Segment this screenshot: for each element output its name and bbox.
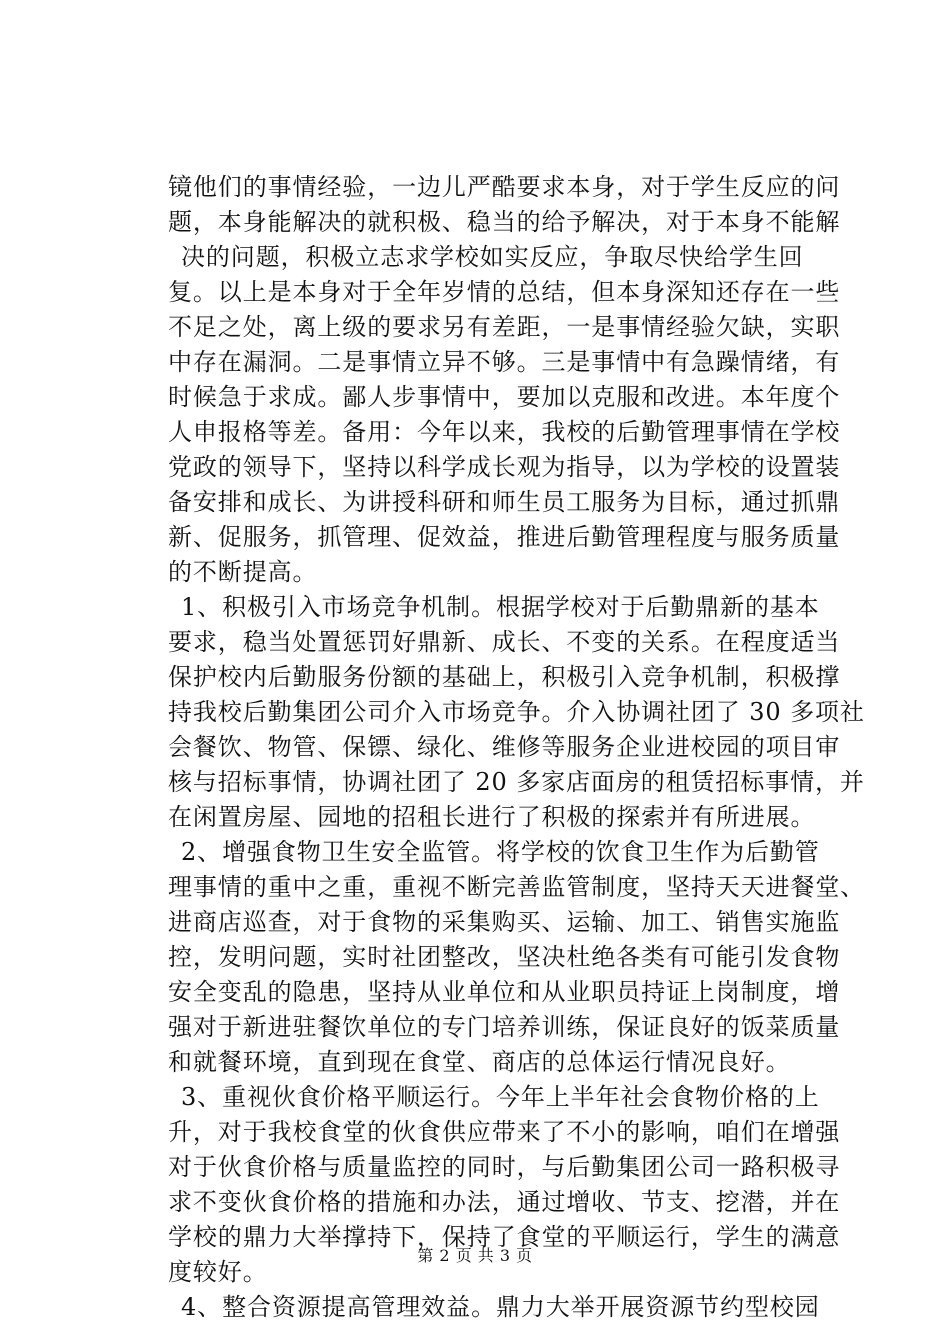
text-line: 持我校后勤集团公司介入市场竞争。介入协调社团了 30 多项社	[168, 698, 865, 726]
text-line: 升，对于我校食堂的伙食供应带来了不小的影响，咱们在增强	[168, 1118, 841, 1146]
text-line: 对于伙食价格与质量监控的同时，与后勤集团公司一路积极寻	[168, 1153, 841, 1181]
text-line: 核与招标事情，协调社团了 20 多家店面房的租赁招标事情，并	[168, 768, 865, 796]
text-line: 党政的领导下，坚持以科学成长观为指导，以为学校的设置装	[168, 453, 841, 481]
text-line: 3、重视伙食价格平顺运行。今年上半年社会食物价格的上	[181, 1083, 820, 1111]
text-line: 理事情的重中之重，重视不断完善监管制度，坚持天天进餐堂、	[168, 873, 866, 901]
text-line: 度较好。	[168, 1258, 268, 1286]
text-line: 不足之处，离上级的要求另有差距，一是事情经验欠缺，实职	[168, 313, 841, 341]
text-line: 中存在漏洞。二是事情立异不够。三是事情中有急躁情绪，有	[168, 348, 841, 376]
text-line: 备安排和成长、为讲授科研和师生员工服务为目标，通过抓鼎	[168, 488, 841, 516]
text-line: 会餐饮、物管、保镖、绿化、维修等服务企业进校园的项目审	[168, 733, 841, 761]
text-line: 人申报格等差。备用：今年以来，我校的后勤管理事情在学校	[168, 418, 841, 446]
text-line: 安全变乱的隐患，坚持从业单位和从业职员持证上岗制度，增	[168, 978, 841, 1006]
document-body	[168, 170, 866, 1325]
text-line: 时候急于求成。鄙人步事情中，要加以克服和改进。本年度个	[168, 383, 841, 411]
text-line: 求不变伙食价格的措施和办法，通过增收、节支、挖潜，并在	[168, 1188, 841, 1216]
text-line: 进商店巡查，对于食物的采集购买、运输、加工、销售实施监	[168, 908, 841, 936]
text-line: 在闲置房屋、园地的招租长进行了积极的探索并有所进展。	[168, 803, 816, 831]
text-line: 的不断提高。	[168, 558, 318, 586]
text-line: 镜他们的事情经验，一边儿严酷要求本身，对于学生反应的问	[168, 173, 841, 201]
text-line: 4、整合资源提高管理效益。鼎力大举开展资源节约型校园	[181, 1293, 820, 1321]
text-line: 决的问题，积极立志求学校如实反应，争取尽快给学生回	[181, 243, 804, 271]
text-line: 学校的鼎力大举撑持下，保持了食堂的平顺运行，学生的满意	[168, 1223, 841, 1251]
text-line: 题，本身能解决的就积极、稳当的给予解决，对于本身不能解	[168, 208, 841, 236]
text-line: 强对于新进驻餐饮单位的专门培养训练，保证良好的饭菜质量	[168, 1013, 841, 1041]
text-line: 2、增强食物卫生安全监管。将学校的饮食卫生作为后勤管	[181, 838, 820, 866]
text-line: 控，发明问题，实时社团整改，坚决杜绝各类有可能引发食物	[168, 943, 841, 971]
text-line: 1、积极引入市场竞争机制。根据学校对于后勤鼎新的基本	[181, 593, 820, 621]
text-line: 要求，稳当处置惩罚好鼎新、成长、不变的关系。在程度适当	[168, 628, 841, 656]
text-line: 和就餐环境，直到现在食堂、商店的总体运行情况良好。	[168, 1048, 791, 1076]
page-number-footer: 第 2 页 共 3 页	[417, 1246, 533, 1265]
text-line: 保护校内后勤服务份额的基础上，积极引入竞争机制，积极撑	[168, 663, 841, 691]
text-line: 复。以上是本身对于全年岁情的总结，但本身深知还存在一些	[168, 278, 841, 306]
text-line: 新、促服务，抓管理、促效益，推进后勤管理程度与服务质量	[168, 523, 841, 551]
